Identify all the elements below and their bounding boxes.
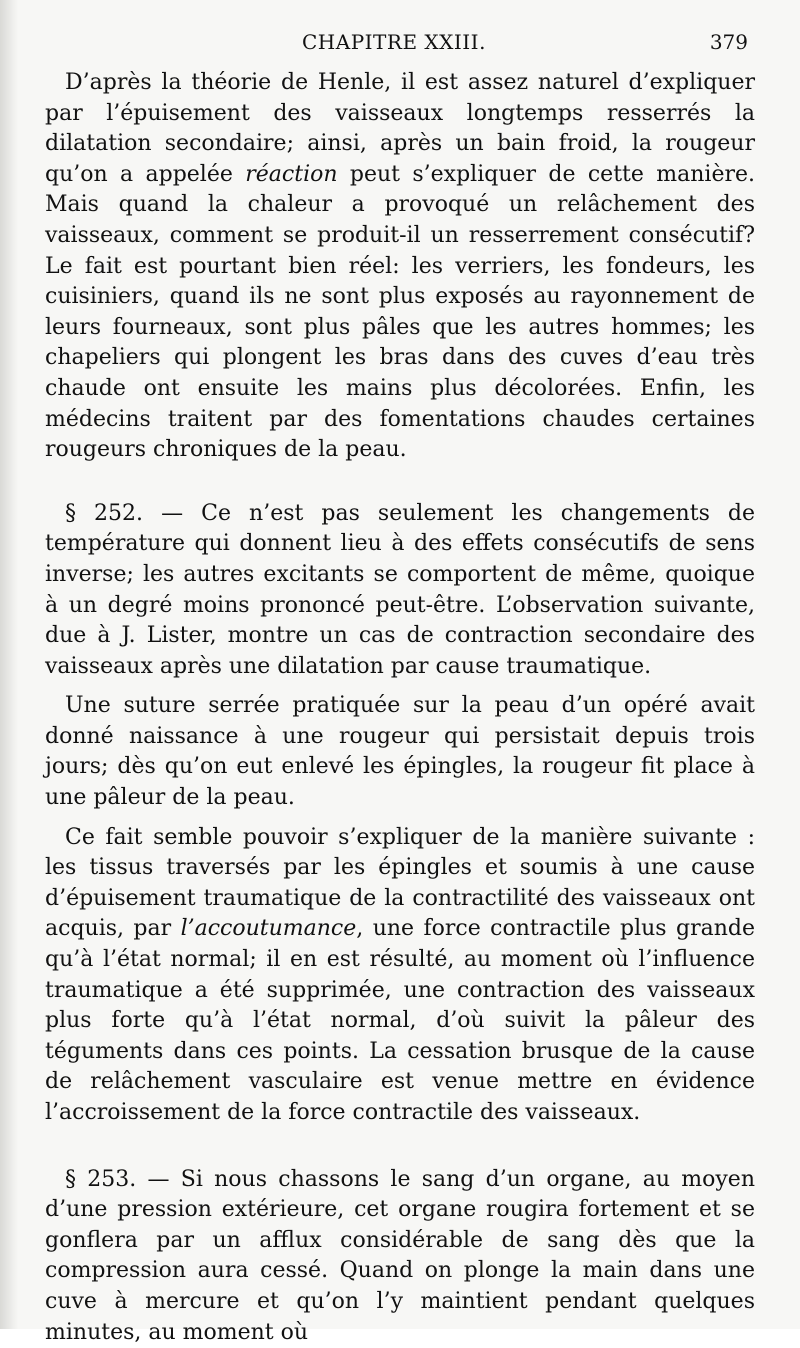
page-gutter-shadow xyxy=(0,0,18,1329)
paragraph-suture-observation xyxy=(45,691,755,813)
page-number: 379 xyxy=(709,30,748,54)
paragraph-text: — Ce n’est pas seulement les changements de température qui donnent lieu à des effets consécutifs de sens inverse; les autres excitants se comportent de même, quoique à un degré moins prononcé peut-être. L’observation suivante, due à J. Lister, montre un cas de contraction secondaire des vaisseaux après une dilatation par cause traumatique. xyxy=(45,500,756,679)
running-title: CHAPITRE XXIII. xyxy=(302,30,486,54)
section-number: § 252. xyxy=(65,500,144,526)
paragraph-text-continued: , une force contractile plus grande qu’à l’état normal; il en est résulté, au moment où l’influence traumatique a été supprimée, une contraction des vaisseaux plus forte qu’à l’état normal, d’où suivit la pâleur des téguments dans ces points. La cessation brusque de la cause de relâchement vasculaire est venue mettre en évidence l’accroissement de la force contractile des vaisseaux. xyxy=(45,916,756,1125)
paragraph-text: — Si nous chassons le sang d’un organe, au moyen d’une pression extérieure, cet organe rougira fortement et se gonflera par un afflux considérable de sang dès que la compression aura cessé. Quand on plonge la main dans une cuve à mercure et qu’on l’y maintient pendant quelques minutes, au moment où xyxy=(45,1166,755,1345)
emphasis-term: réaction xyxy=(245,161,338,187)
paragraph-text-continued: peut s’expliquer de cette manière. Mais quand la chaleur a provoqué un relâchement des vaisseaux, comment se produit-il un resserrement consécutif? Le fait est pourtant bien réel: les verriers, les fondeurs, les cuisiniers, quand ils ne sont plus exposés au rayonnement de leurs fourneaux, sont plus pâles que les autres hommes; les chapeliers qui plongent les bras dans des cuves d’eau très chaude ont ensuite les mains plus décolorées. Enfin, les médecins traitent par des fomentations chaudes certaines rougeurs chroniques de la peau. xyxy=(45,161,756,463)
section-number: § 253. xyxy=(65,1166,137,1192)
emphasis-term: l’accoutumance xyxy=(180,916,357,942)
paragraph-text: Ce fait semble pouvoir s’expliquer de la manière suivante : les tissus traversés par les épingles et soumis à une cause d’épuisement traumatique de la contractilité des vaisseaux ont acquis, par xyxy=(45,824,755,942)
page-body xyxy=(45,68,755,1348)
paragraph-text: Une suture serrée pratiquée sur la peau d’un opéré avait donné naissance à une rougeur qui persistait depuis trois jours; dès qu’on eut enlevé les épingles, la rougeur fit place à une pâleur de la peau. xyxy=(45,693,755,811)
paragraph-henle-theory xyxy=(45,68,755,466)
paragraph-text: D’après la théorie de Henle, il est assez naturel d’expliquer par l’épuisement des vaisseaux longtemps resserrés la dilatation secondaire; ainsi, après un bain froid, la rougeur qu’on a appelée xyxy=(45,70,755,187)
paragraph-section-253 xyxy=(45,1165,755,1348)
paragraph-explanation xyxy=(45,823,755,1129)
paragraph-section-252 xyxy=(45,499,755,683)
